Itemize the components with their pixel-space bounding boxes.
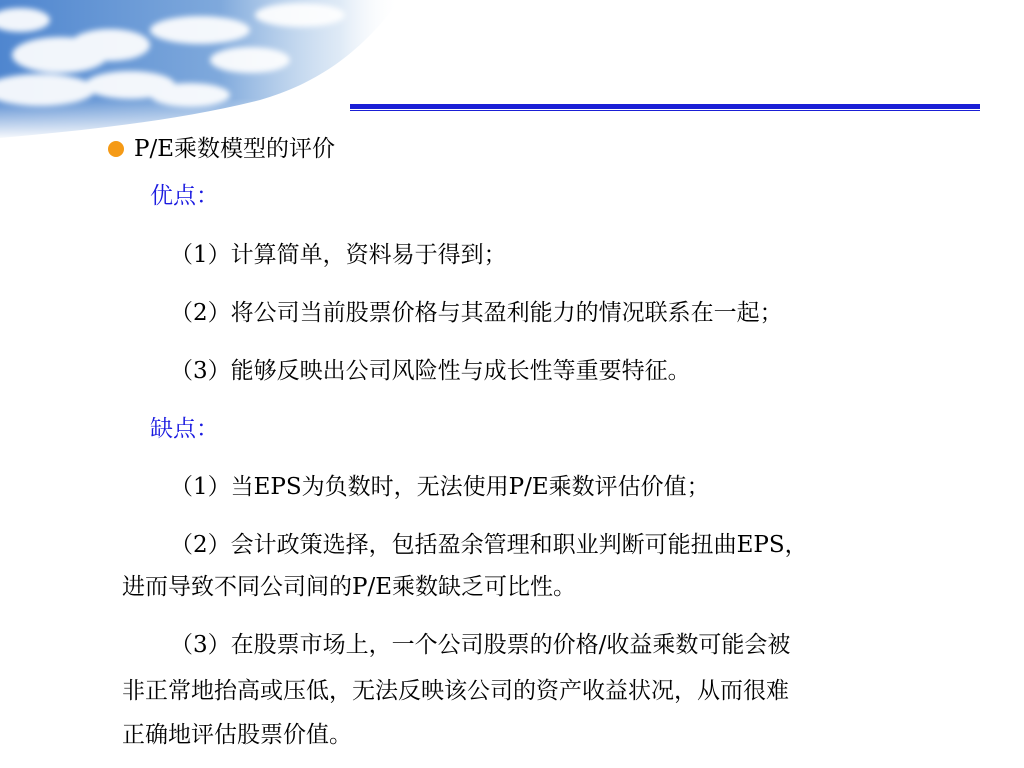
sky-clouds-image	[0, 0, 440, 140]
advantage-item-3: （3）能够反映出公司风险性与成长性等重要特征。	[170, 358, 691, 384]
advantage-item-2: （2）将公司当前股票价格与其盈利能力的情况联系在一起；	[170, 300, 783, 326]
header-rule	[350, 104, 980, 112]
disadvantage-item-3-line-3: 正确地评估股票价值。	[122, 722, 352, 748]
disadvantage-item-1: （1）当EPS为负数时，无法使用P/E乘数评估价值；	[170, 474, 710, 500]
header-rule-thin	[350, 110, 980, 111]
section-heading	[108, 134, 335, 164]
advantages-label: 优点：	[150, 183, 219, 209]
disadvantage-item-2-line-2: 进而导致不同公司间的P/E乘数缺乏可比性。	[122, 574, 577, 600]
disadvantages-label: 缺点：	[150, 416, 219, 442]
disadvantage-item-2-line-1: （2）会计政策选择，包括盈余管理和职业判断可能扭曲EPS，	[170, 532, 808, 558]
bullet-dot-icon	[108, 141, 124, 157]
heading-text: P/E乘数模型的评价	[134, 136, 336, 162]
header-rule-thick	[350, 104, 980, 109]
advantage-item-1: （1）计算简单，资料易于得到；	[170, 242, 507, 268]
disadvantage-item-3-line-1: （3）在股票市场上，一个公司股票的价格/收益乘数可能会被	[170, 632, 791, 658]
disadvantage-item-3-line-2: 非正常地抬高或压低，无法反映该公司的资产收益状况，从而很难	[122, 678, 789, 704]
